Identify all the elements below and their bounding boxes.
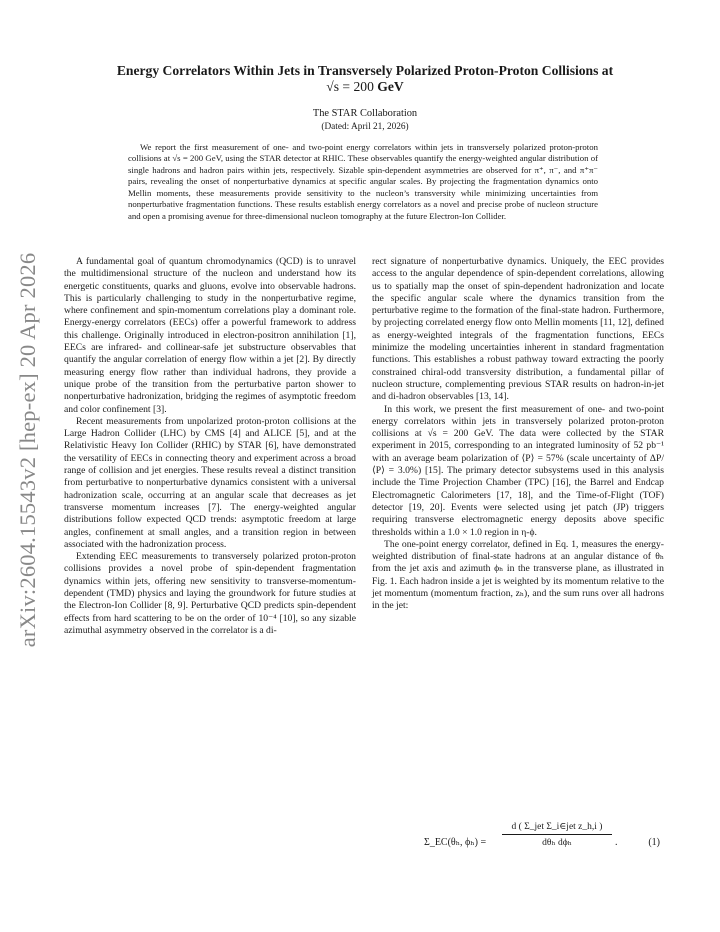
equation-number: (1): [648, 837, 660, 848]
equation-fraction: [502, 821, 612, 848]
arxiv-stamp-text: arXiv:2604.15543v2 [hep-ex] 20 Apr 2026: [15, 252, 40, 648]
equation-numerator: d ( Σ_jet Σ_i∈jet z_h,i ): [502, 821, 612, 835]
paragraph: A fundamental goal of quantum chromodynamics (QCD) is to unravel the multidimensional structure of the nucleon and understand how its energetic constituents, quarks and gluons, evolve into observable hadrons. This is particularly challenging to study in the nonperturbative regime, where confinement and spin-momentum correlations play a dominant role. Energy-energy correlators (EECs) offer a powerful framework to address this challenge. Originally introduced in electron-positron annihilation [1], EECs are infrared- and collinear-safe jet substructure observables that quantify the angular correlation of energy flow within a jet [2]. By directly measuring energy flow rather than individual hadrons, they provide a unique probe of the transition from the perturbative parton shower to nonperturbative hadronization, bridging the regimes of asymptotic freedom and color confinement [3].: [64, 256, 356, 415]
equation-1: [372, 821, 664, 865]
paragraph: Extending EEC measurements to transversely polarized proton-proton collisions provides a novel probe of spin-dependent fragmentation dynamics within jets, offering new sensitivity to transverse-momentum-dependent (TMD) physics and laying the groundwork for future studies at the Electron-Ion Collider [8, 9]. Perturbative QCD predicts spin-dependent effects from hard scattering to be on the order of 10⁻⁴ [10], so any sizable azimuthal asymmetry observed in the correlator is a di-: [64, 551, 356, 636]
paragraph: The one-point energy correlator, defined in Eq. 1, measures the energy-weighted distribution of final-state hadrons at an angular distance of θₕ from the jet axis and azimuth ϕₕ in the transverse plane, as illustrated in Fig. 1. Each hadron inside a jet is weighted by its momentum relative to the jet momentum (momentum fraction, zₕ), and the sum runs over all hadrons in the jet:: [372, 538, 664, 612]
dated-line: (Dated: April 21, 2026): [321, 122, 409, 132]
equation-denominator: dθₕ dϕₕ: [542, 838, 572, 848]
paragraph: In this work, we present the first measurement of one- and two-point energy correlators within jets in transversely polarized proton-proton collisions at √s = 200 GeV. The data were collected by the STAR experiment in 2015, corresponding to an integrated luminosity of 52 pb⁻¹ with an average beam polarization of ⟨P⟩ = 57% (scale uncertainty of ΔP/⟨P⟩ = 3.0%) [15]. The primary detector subsystems used in this analysis include the Time Projection Chamber (TPC) [16], the Barrel and Endcap Electromagnetic Calorimeters [17, 18], and the Time-of-Flight (TOF) detector [19, 20]. Events were selected using jet patch (JP) triggers requiring transverse electromagnetic energy deposits above specific thresholds within a 1.0 × 1.0 region in η-ϕ.: [372, 403, 664, 538]
arxiv-identifier-stamp: [8, 250, 48, 650]
paragraph: rect signature of nonperturbative dynamics. Uniquely, the EEC provides access to the angular dependence of spin-dependent correlations, allowing us to spatially map the onset of spin-dependent hadronization and locate the specific angular scale where the dynamics transition from the perturbative regime to the formation of the final-state hadron. Furthermore, by projecting correlated energy flow onto Mellin moments [11, 12], defined as energy-weighted integrals of the fragmentation functions, EECs minimize the modeling uncertainties inherent in standard fragmentation functions. This establishes a robust pathway toward extracting the poorly constrained chiral-odd transversity distribution, a fundamental pillar of nucleon structure, complementing previous STAR results on hadron-in-jet and di-hadron observables [13, 14].: [372, 256, 664, 403]
title-unit: GeV: [377, 79, 404, 94]
author-line: The STAR Collaboration: [312, 108, 418, 119]
paragraph: Recent measurements from unpolarized proton-proton collisions at the Large Hadron Collider (LHC) by CMS [4] and ALICE [5], and at the Relativistic Heavy Ion Collider (RHIC) by STAR [6], have demonstrated the versatility of EECs in connecting theory and experiment across a broad range of collision and jet energies. These results reveal a distinct transition from perturbative to nonperturbative dynamics consistent with a universal hadronization scale, occurring at an angular scale that decreases as jet transverse momentum increases [7]. The energy-weighted angular distributions follow expected QCD trends: asymptotic freedom at large angles, confinement at small angles, and a transition region in between associated with the hadronization process.: [64, 415, 356, 550]
equation-lhs: Σ_EC(θₕ, ϕₕ) =: [424, 837, 487, 848]
equation-trailing-period: .: [615, 837, 618, 848]
title-line: Energy Correlators Within Jets in Transversely Polarized Proton-Proton Collisions at: [116, 63, 614, 78]
abstract: We report the first measurement of one- and two-point energy correlators within jets in transversely polarized proton-proton collisions at √s = 200 GeV, using the STAR detector at RHIC. These observables quantify the energy-weighted angular distribution of single hadrons and hadron pairs within jets, respectively. Sizable spin-dependent asymmetries are observed for π⁺, π⁻, and π⁺π⁻ pairs, revealing the onset of nonperturbative dynamics at specific angular scales. By projecting the fragmentation dynamics onto Mellin moments, these measurements provide sensitivity to the nucleon’s transversity while minimizing uncertainties from nonperturbative fragmentation functions. These results establish energy correlators as a novel and precise probe of nucleon structure and open a promising avenue for three-dimensional nucleon tomography at the future Electron-Ion Collider.: [128, 142, 598, 221]
paper-title: [60, 63, 670, 95]
title-math: √s = 200: [326, 79, 374, 94]
left-column: [64, 256, 356, 637]
right-column: [372, 256, 664, 613]
